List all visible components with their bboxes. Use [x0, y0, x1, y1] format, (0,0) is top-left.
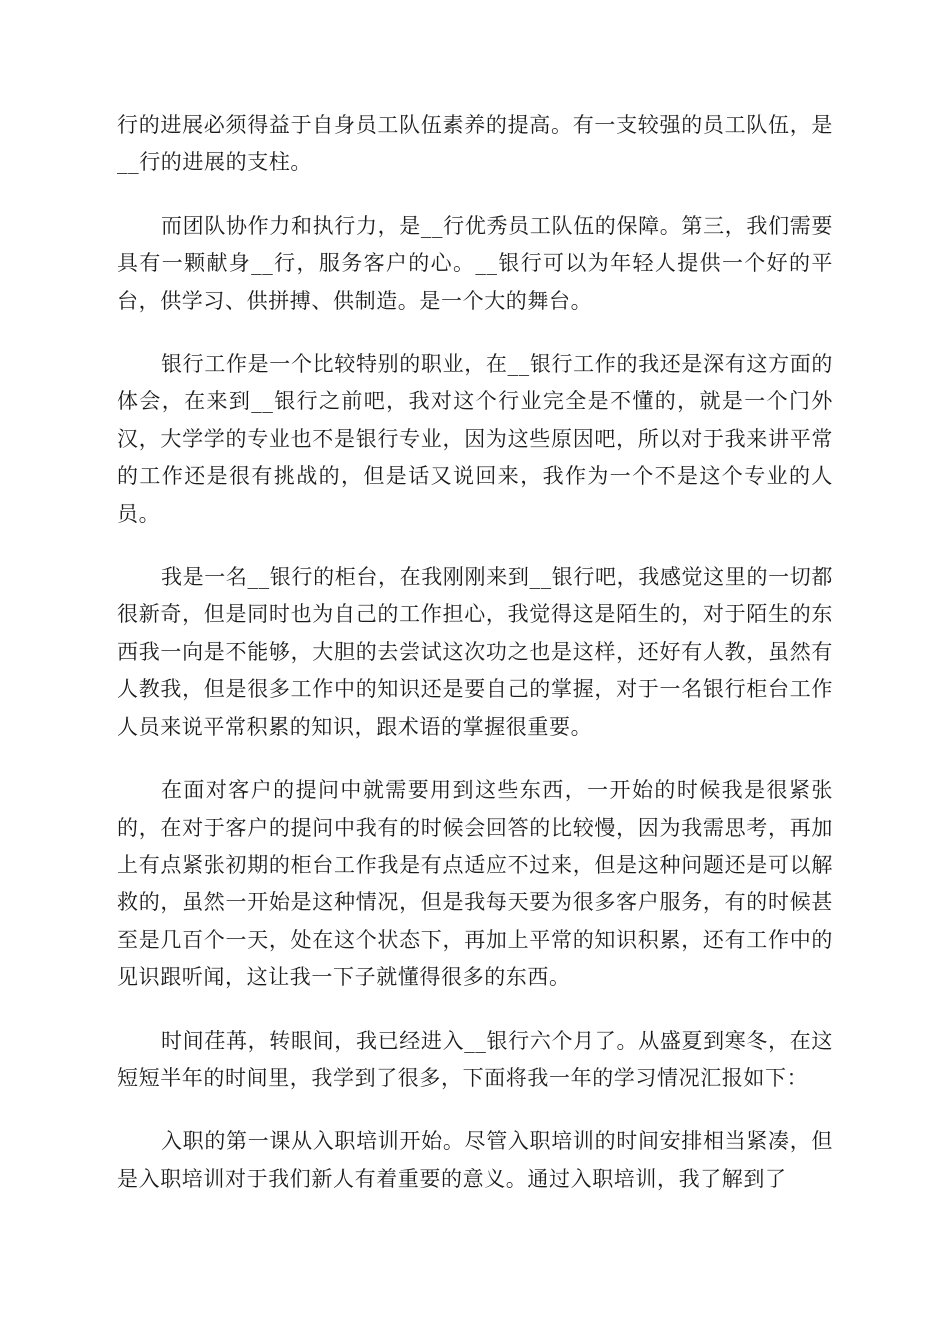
- paragraph-customer-questions: 在面对客户的提问中就需要用到这些东西，一开始的时候我是很紧张的，在对于客户的提问中我有的时候会回答的比较慢，因为我需思考，再加上有点紧张初期的柜台工作我是有点适应不过来，但是这种问题还是可以解救的，虽然一开始是这种情况，但是我每天要为很多客户服务，有的时候甚至是几百个一天，处在这个状态下，再加上平常的知识积累，还有工作中的见识跟听闻，这让我一下子就懂得很多的东西。: [117, 778, 833, 990]
- paragraph-counter-staff: 我是一名__银行的柜台，在我刚刚来到__银行吧，我感觉这里的一切都很新奇，但是同时也为自己的工作担心，我觉得这是陌生的，对于陌生的东西我一向是不能够，大胆的去尝试这次功之也是这样，还好有人教，虽然有人教我，但是很多工作中的知识还是要自己的掌握，对于一名银行柜台工作人员来说平常积累的知识，跟术语的掌握很重要。: [117, 565, 833, 739]
- paragraph-onboarding: 入职的第一课从入职培训开始。尽管入职培训的时间安排相当紧凑，但是入职培训对于我们新人有着重要的意义。通过入职培训，我了解到了: [117, 1129, 833, 1191]
- paragraph-continuation: 行的进展必须得益于自身员工队伍素养的提高。有一支较强的员工队伍，是__行的进展的支柱。: [117, 113, 833, 175]
- document-body: [117, 107, 833, 1224]
- paragraph-bank-work: 银行工作是一个比较特别的职业，在__银行工作的我还是深有这方面的体会，在来到__银行之前吧，我对这个行业完全是不懂的，就是一个门外汉，大学学的专业也不是银行专业，因为这些原因吧，所以对于我来讲平常的工作还是很有挑战的，但是话又说回来，我作为一个不是这个专业的人员。: [117, 352, 833, 526]
- paragraph-six-months: 时间荏苒，转眼间，我已经进入__银行六个月了。从盛夏到寒冬，在这短短半年的时间里，我学到了很多，下面将我一年的学习情况汇报如下：: [117, 1028, 833, 1090]
- paragraph-teamwork: 而团队协作力和执行力，是__行优秀员工队伍的保障。第三，我们需要具有一颗献身__行，服务客户的心。__银行可以为年轻人提供一个好的平台，供学习、供拼搏、供制造。是一个大的舞台。: [117, 213, 833, 313]
